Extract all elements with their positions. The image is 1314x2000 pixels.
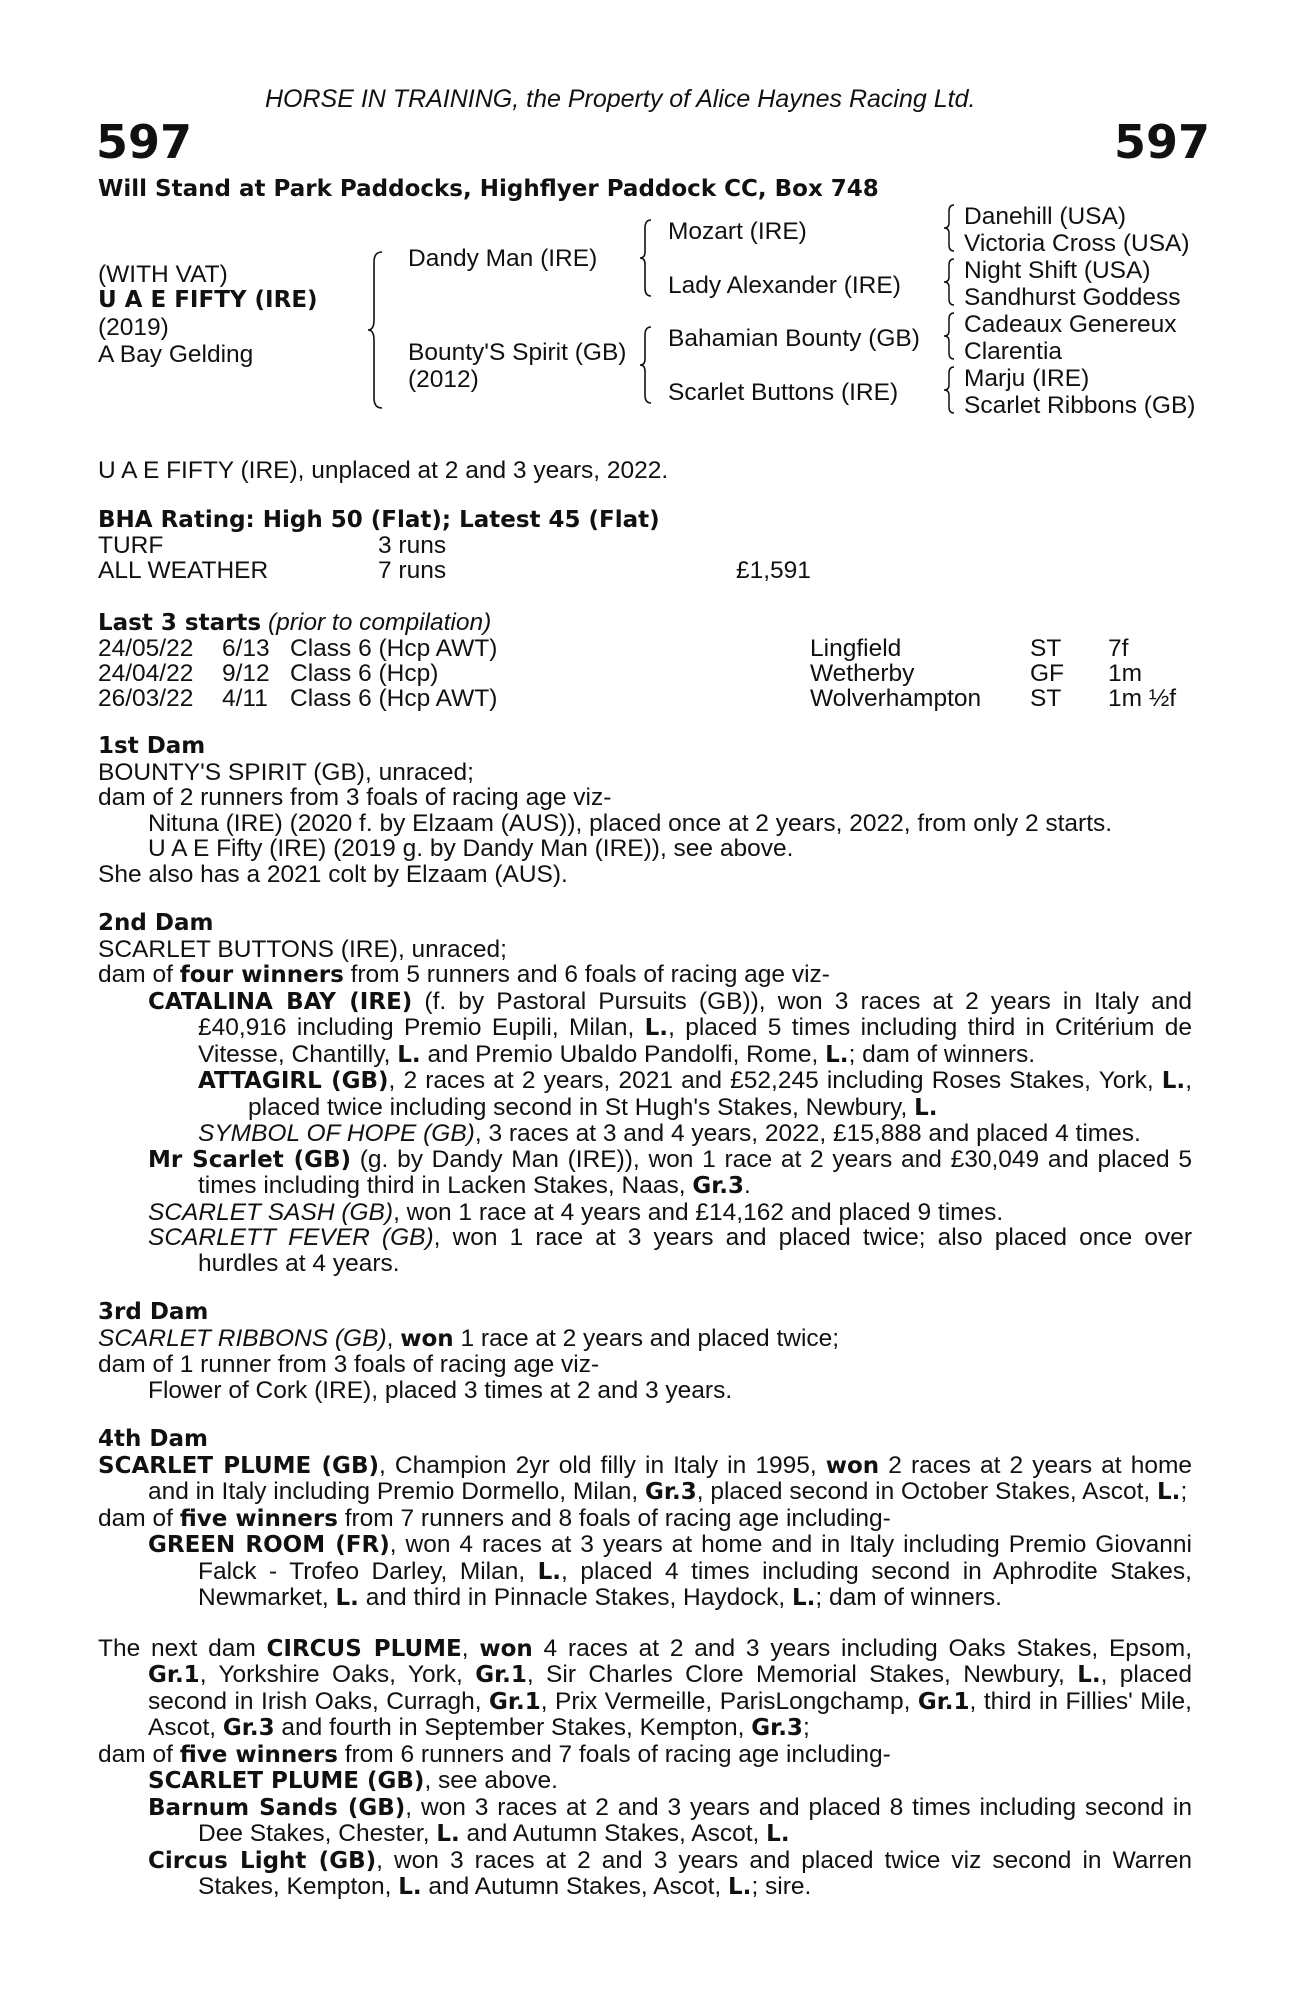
dam4-progeny-green: GREEN ROOM (FR), won 4 races at 3 years at home and in Italy including Premio Giovanni Falck - Trofeo Darley, Milan, L., placed 4 times including second in Aphrodite Stakes, Newmarket, L. and third in Pinnacle Stakes, Haydock, L.; dam of winners. — [148, 1531, 1192, 1611]
start-distance: 7f — [1108, 635, 1129, 662]
pedigree-sire-dam: Lady Alexander (IRE) — [668, 272, 901, 299]
start-class: Class 6 (Hcp AWT) — [290, 685, 498, 712]
pedigree-g7: Marju (IRE) — [964, 365, 1090, 392]
dam1-progeny: U A E Fifty (IRE) (2019 g. by Dandy Man (IRE)), see above. — [148, 835, 794, 862]
rating-runs: 3 runs — [378, 532, 447, 559]
dam3-line: dam of 1 runner from 3 foals of racing age viz- — [98, 1351, 600, 1378]
horse-description: A Bay Gelding — [98, 341, 254, 368]
pedigree-dam-sire: Bahamian Bounty (GB) — [668, 325, 920, 352]
start-class: Class 6 (Hcp) — [290, 660, 439, 687]
dam1-heading: 1st Dam — [98, 733, 206, 759]
horse-name: U A E FIFTY (IRE) — [98, 287, 318, 313]
pedigree-sire: Dandy Man (IRE) — [408, 245, 598, 272]
dam3-line: SCARLET RIBBONS (GB), won 1 race at 2 years and placed twice; — [98, 1324, 840, 1352]
start-course: Wolverhampton — [810, 685, 982, 712]
start-going: GF — [1030, 660, 1065, 687]
pedigree-notes — [98, 734, 1192, 1901]
start-date: 24/04/22 — [98, 660, 194, 687]
start-position: 9/12 — [222, 660, 270, 687]
pedigree-g3: Night Shift (USA) — [964, 257, 1151, 284]
pedigree-g5: Cadeaux Genereux — [964, 311, 1177, 338]
next-dam-progeny-plume: SCARLET PLUME (GB), see above. — [148, 1767, 558, 1794]
dam1-line: dam of 2 runners from 3 foals of racing age viz- — [98, 784, 612, 811]
pedigree-dam-year: (2012) — [408, 366, 479, 393]
dam2-line: dam of four winners from 5 runners and 6 foals of racing age viz- — [98, 961, 830, 988]
stand-location: Will Stand at Park Paddocks, Highflyer Paddock CC, Box 748 — [98, 176, 879, 202]
dam3-progeny: Flower of Cork (IRE), placed 3 times at 2 and 3 years. — [148, 1376, 733, 1404]
start-going: ST — [1030, 635, 1062, 662]
rating-runs: 7 runs — [378, 557, 447, 584]
lot-number-left: 597 — [96, 115, 193, 169]
pedigree-bracket-g1 — [942, 203, 956, 253]
rating-surface: ALL WEATHER — [98, 557, 269, 584]
rating-surface: TURF — [98, 532, 164, 559]
dam2-progeny-attagirl: ATTAGIRL (GB), 2 races at 2 years, 2021 and £52,245 including Roses Stakes, York, L., placed twice including second in St Hugh's Stakes, Newbury, L. — [198, 1067, 1192, 1121]
start-date: 24/05/22 — [98, 635, 194, 662]
start-distance: 1m — [1108, 660, 1143, 687]
start-course: Wetherby — [810, 660, 915, 687]
pedigree-dam: Bounty'S Spirit (GB) — [408, 339, 627, 366]
pedigree-dam-dam: Scarlet Buttons (IRE) — [668, 379, 899, 406]
pedigree-sire-sire: Mozart (IRE) — [668, 218, 807, 245]
rating-earnings: £1,591 — [736, 557, 811, 584]
next-dam-progeny-circus: Circus Light (GB), won 3 races at 2 and 3 years and placed twice viz second in Warren Stakes, Kempton, L. and Autumn Stakes, Ascot, L.; sire. — [148, 1846, 1192, 1900]
start-distance: 1m ½f — [1108, 685, 1177, 712]
page-title: HORSE IN TRAINING, the Property of Alice Haynes Racing Ltd. — [265, 85, 976, 113]
dam4-line: dam of five winners from 7 runners and 8 foals of racing age including- — [98, 1504, 891, 1532]
pedigree-bracket-g2 — [942, 257, 956, 307]
dam2-progeny-symbol: SYMBOL OF HOPE (GB), 3 races at 3 and 4 years, 2022, £15,888 and placed 4 times. — [198, 1120, 1141, 1147]
pedigree-bracket-g3 — [942, 311, 956, 361]
pedigree-bracket-g4 — [942, 365, 956, 415]
dam1-line: BOUNTY'S SPIRIT (GB), unraced; — [98, 758, 474, 786]
race-summary: U A E FIFTY (IRE), unplaced at 2 and 3 years, 2022. — [98, 457, 669, 484]
start-class: Class 6 (Hcp AWT) — [290, 635, 498, 662]
dam4-line: SCARLET PLUME (GB), Champion 2yr old filly in Italy in 1995, won 2 races at 2 years at home and in Italy including Premio Dormello, Milan, Gr.3, placed second in October Stakes, Ascot, L.; — [98, 1451, 1192, 1505]
pedigree-g6: Clarentia — [964, 338, 1063, 365]
last-starts-heading — [98, 610, 491, 636]
vat-note: (WITH VAT) — [98, 261, 228, 288]
dam2-progeny-fever: SCARLETT FEVER (GB), won 1 race at 3 years and placed twice; also placed once over hurdles at 4 years. — [148, 1224, 1193, 1277]
last-starts-title: Last 3 starts — [98, 610, 262, 636]
pedigree-g1: Danehill (USA) — [964, 203, 1127, 230]
pedigree-g8: Scarlet Ribbons (GB) — [964, 392, 1196, 419]
pedigree-g4: Sandhurst Goddess — [964, 284, 1181, 311]
pedigree-bracket-main — [366, 250, 386, 410]
start-going: ST — [1030, 685, 1062, 712]
pedigree-g2: Victoria Cross (USA) — [964, 230, 1190, 257]
dam2-progeny-catalina: CATALINA BAY (IRE) (f. by Pastoral Pursuits (GB)), won 3 races at 2 years in Italy and £40,916 including Premio Eupili, Milan, L., placed 5 times including third in Critérium de Vitesse, Chantilly, L. and Premio Ubaldo Pandolfi, Rome, L.; dam of winners. — [148, 987, 1192, 1068]
last-starts-note: (prior to compilation) — [267, 609, 492, 636]
pedigree-bracket-sire — [638, 218, 654, 298]
next-dam-line: The next dam CIRCUS PLUME, won 4 races at 2 and 3 years including Oaks Stakes, Epsom, Gr.1, Yorkshire Oaks, York, Gr.1, Sir Charles Clore Memorial Stakes, Newbury, L., placed second in Irish Oaks, Curragh, Gr.1, Prix Vermeille, ParisLongchamp, Gr.1, third in Fillies' Mile, Ascot, Gr.3 and fourth in September Stakes, Kempton, Gr.3; — [98, 1634, 1193, 1741]
dam2-progeny-sash: SCARLET SASH (GB), won 1 race at 4 years and £14,162 and placed 9 times. — [148, 1198, 1004, 1226]
lot-number-right: 597 — [1114, 115, 1211, 169]
dam3-heading: 3rd Dam — [98, 1299, 209, 1325]
dam4-heading: 4th Dam — [98, 1426, 208, 1452]
dam2-progeny-mrscarlet: Mr Scarlet (GB) (g. by Dandy Man (IRE)), won 1 race at 2 years and £30,049 and placed 5 times including third in Lacken Stakes, Naas, Gr.3. — [148, 1145, 1192, 1199]
next-dam-progeny-barnum: Barnum Sands (GB), won 3 races at 2 and 3 years and placed 8 times including second in Dee Stakes, Chester, L. and Autumn Stakes, Ascot, L. — [148, 1793, 1192, 1847]
start-course: Lingfield — [810, 635, 902, 662]
dam2-heading: 2nd Dam — [98, 910, 214, 936]
start-position: 4/11 — [222, 685, 268, 712]
dam1-note: She also has a 2021 colt by Elzaam (AUS). — [98, 860, 568, 888]
dam2-line: SCARLET BUTTONS (IRE), unraced; — [98, 935, 507, 963]
rating-heading: BHA Rating: High 50 (Flat); Latest 45 (Flat) — [98, 507, 660, 533]
pedigree-bracket-dam — [638, 325, 654, 405]
horse-year: (2019) — [98, 314, 169, 341]
next-dam-line: dam of five winners from 6 runners and 7 foals of racing age including- — [98, 1740, 891, 1768]
dam1-progeny: Nituna (IRE) (2020 f. by Elzaam (AUS)), placed once at 2 years, 2022, from only 2 starts. — [148, 809, 1113, 837]
start-position: 6/13 — [222, 635, 270, 662]
start-date: 26/03/22 — [98, 685, 194, 712]
